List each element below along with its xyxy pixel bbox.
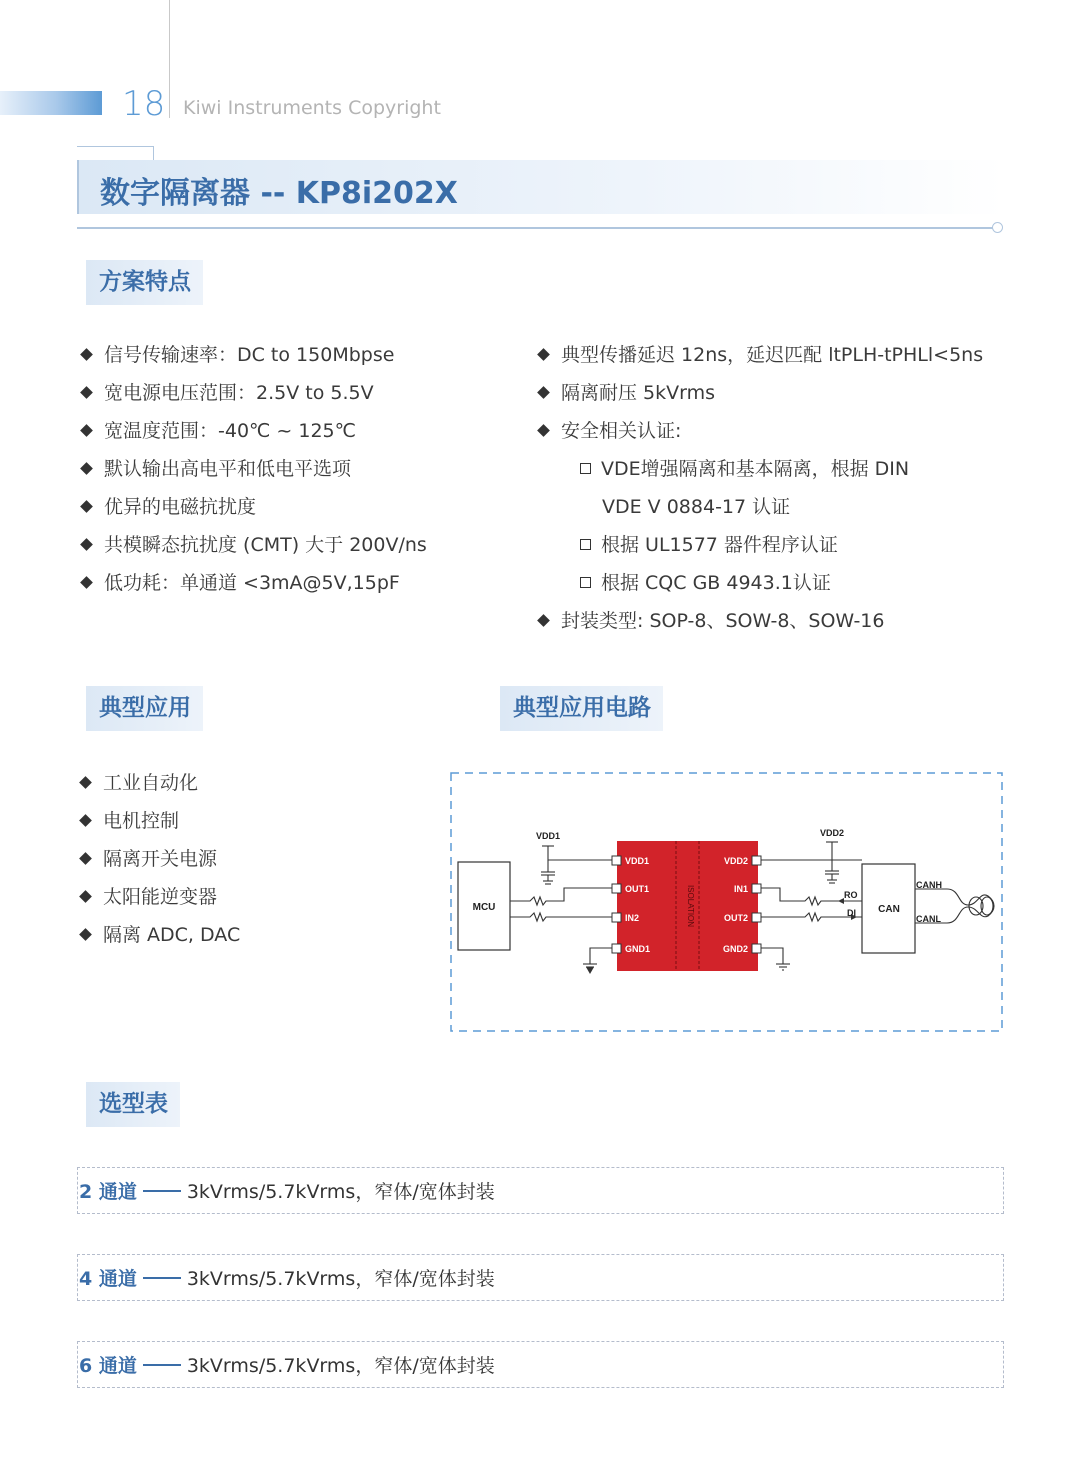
- pin-label: OUT2: [723, 913, 748, 923]
- circuit-heading: 典型应用电路: [500, 686, 663, 731]
- list-item: 优异的电磁抗扰度: [78, 488, 427, 526]
- square-bullet-icon: [580, 577, 591, 588]
- gnd1-arrow-icon: [586, 967, 594, 974]
- diamond-bullet-icon: [80, 500, 93, 513]
- list-item: 隔离 ADC, DAC: [77, 916, 240, 954]
- list-item: 宽电源电压范围：2.5V to 5.5V: [78, 374, 427, 412]
- page-number: 18: [122, 84, 166, 124]
- mcu-label: MCU: [472, 902, 496, 913]
- title-underline: [77, 227, 993, 229]
- pin-in1: [752, 884, 761, 893]
- selection-row: [77, 1167, 1004, 1214]
- header-color-bar: [0, 91, 102, 115]
- pin-label: VDD1: [625, 856, 650, 866]
- channel-count: 2 通道: [79, 1181, 137, 1203]
- pin-label: IN1: [733, 884, 748, 894]
- diamond-bullet-icon: [80, 424, 93, 437]
- pin-gnd1: [612, 944, 621, 953]
- list-item: 低功耗：单通道 <3mA@5V,15pF: [78, 564, 427, 602]
- diamond-bullet-icon: [537, 614, 550, 627]
- list-item: 电机控制: [77, 802, 240, 840]
- list-item: 默认输出高电平和低电平选项: [78, 450, 427, 488]
- list-item: 宽温度范围：-40℃ ~ 125℃: [78, 412, 427, 450]
- title-line-end-dot: [992, 222, 1003, 233]
- diamond-bullet-icon: [537, 348, 550, 361]
- page-title: 数字隔离器 -- KP8i202X: [100, 176, 458, 211]
- diamond-bullet-icon: [537, 386, 550, 399]
- channel-spec: 3kVrms/5.7kVrms，窄体/宽体封装: [186, 1268, 495, 1290]
- pin-vdd1: [612, 856, 621, 865]
- twisted-pair: [947, 889, 994, 923]
- pin-label: VDD2: [723, 856, 748, 866]
- in2-wire: [510, 913, 612, 921]
- channel-spec: 3kVrms/5.7kVrms，窄体/宽体封装: [186, 1355, 495, 1377]
- list-item: 封装类型: SOP-8、SOW-8、SOW-16: [535, 602, 983, 640]
- pin-out1: [612, 884, 621, 893]
- sub-list-item: VDE增强隔离和基本隔离，根据 DIN: [535, 450, 983, 488]
- channel-count: 4 通道: [79, 1268, 137, 1290]
- diamond-bullet-icon: [80, 462, 93, 475]
- diamond-bullet-icon: [80, 538, 93, 551]
- diamond-bullet-icon: [80, 386, 93, 399]
- gnd1-wire: [590, 948, 612, 964]
- sub-list-item-continuation: VDE V 0884-17 认证: [602, 496, 791, 518]
- out1-wire: [510, 888, 612, 905]
- vdd1-label: VDD1: [535, 831, 561, 841]
- list-item: 安全相关认证:: [535, 412, 983, 450]
- diamond-bullet-icon: [79, 814, 92, 827]
- pin-gnd2: [752, 944, 761, 953]
- channel-spec: 3kVrms/5.7kVrms，窄体/宽体封装: [186, 1181, 495, 1203]
- list-item: 典型传播延迟 12ns，延迟匹配 ltPLH-tPHLl<5ns: [535, 336, 983, 374]
- pin-label: OUT1: [625, 884, 650, 894]
- canl-label: CANL: [916, 914, 941, 924]
- vdd1-wire: [548, 846, 612, 860]
- diamond-bullet-icon: [79, 776, 92, 789]
- pin-label: GND2: [722, 944, 748, 954]
- list-item: 工业自动化: [77, 764, 240, 802]
- pin-vdd2: [752, 856, 761, 865]
- pin-label: IN2: [625, 913, 640, 923]
- features-heading: 方案特点: [86, 260, 203, 305]
- header-divider: [169, 0, 170, 118]
- list-item: 信号传输速率：DC to 150Mbpse: [78, 336, 427, 374]
- diamond-bullet-icon: [80, 576, 93, 589]
- features-right-list: [535, 336, 983, 640]
- diamond-bullet-icon: [79, 890, 92, 903]
- can-label: CAN: [878, 904, 900, 915]
- square-bullet-icon: [580, 539, 591, 550]
- list-item: 太阳能逆变器: [77, 878, 240, 916]
- channel-count: 6 通道: [79, 1355, 137, 1377]
- list-item: 隔离耐压 5kVrms: [535, 374, 983, 412]
- typical-application-circuit: [450, 772, 1003, 1032]
- dash-line: [143, 1190, 181, 1192]
- canh-label: CANH: [916, 880, 942, 890]
- applications-heading: 典型应用: [86, 686, 203, 731]
- di-label: DI: [847, 908, 856, 918]
- sub-list-item: 根据 UL1577 器件程序认证: [535, 526, 983, 564]
- dash-line: [143, 1277, 181, 1279]
- copyright-text: Kiwi Instruments Copyright: [183, 97, 441, 119]
- list-item: 共模瞬态抗扰度 (CMT) 大于 200V/ns: [78, 526, 427, 564]
- diamond-bullet-icon: [537, 424, 550, 437]
- list-item: 隔离开关电源: [77, 840, 240, 878]
- diamond-bullet-icon: [80, 348, 93, 361]
- vdd2-label: VDD2: [819, 828, 845, 838]
- features-left-list: [78, 336, 427, 602]
- square-bullet-icon: [580, 463, 591, 474]
- diamond-bullet-icon: [79, 852, 92, 865]
- ro-label: RO: [844, 890, 858, 900]
- title-corner-decoration: [77, 146, 154, 161]
- pin-in2: [612, 913, 621, 922]
- dash-line: [143, 1364, 181, 1366]
- selection-row: [77, 1254, 1004, 1301]
- isolation-label: ISOLATION: [686, 884, 695, 928]
- sub-list-item: 根据 CQC GB 4943.1认证: [535, 564, 983, 602]
- pin-label: GND1: [625, 944, 651, 954]
- diamond-bullet-icon: [79, 928, 92, 941]
- vdd2-wire: [761, 842, 832, 860]
- selection-row: [77, 1341, 1004, 1388]
- gnd2-wire: [761, 948, 783, 964]
- pin-out2: [752, 913, 761, 922]
- applications-list: [77, 764, 240, 954]
- selection-heading: 选型表: [86, 1082, 180, 1127]
